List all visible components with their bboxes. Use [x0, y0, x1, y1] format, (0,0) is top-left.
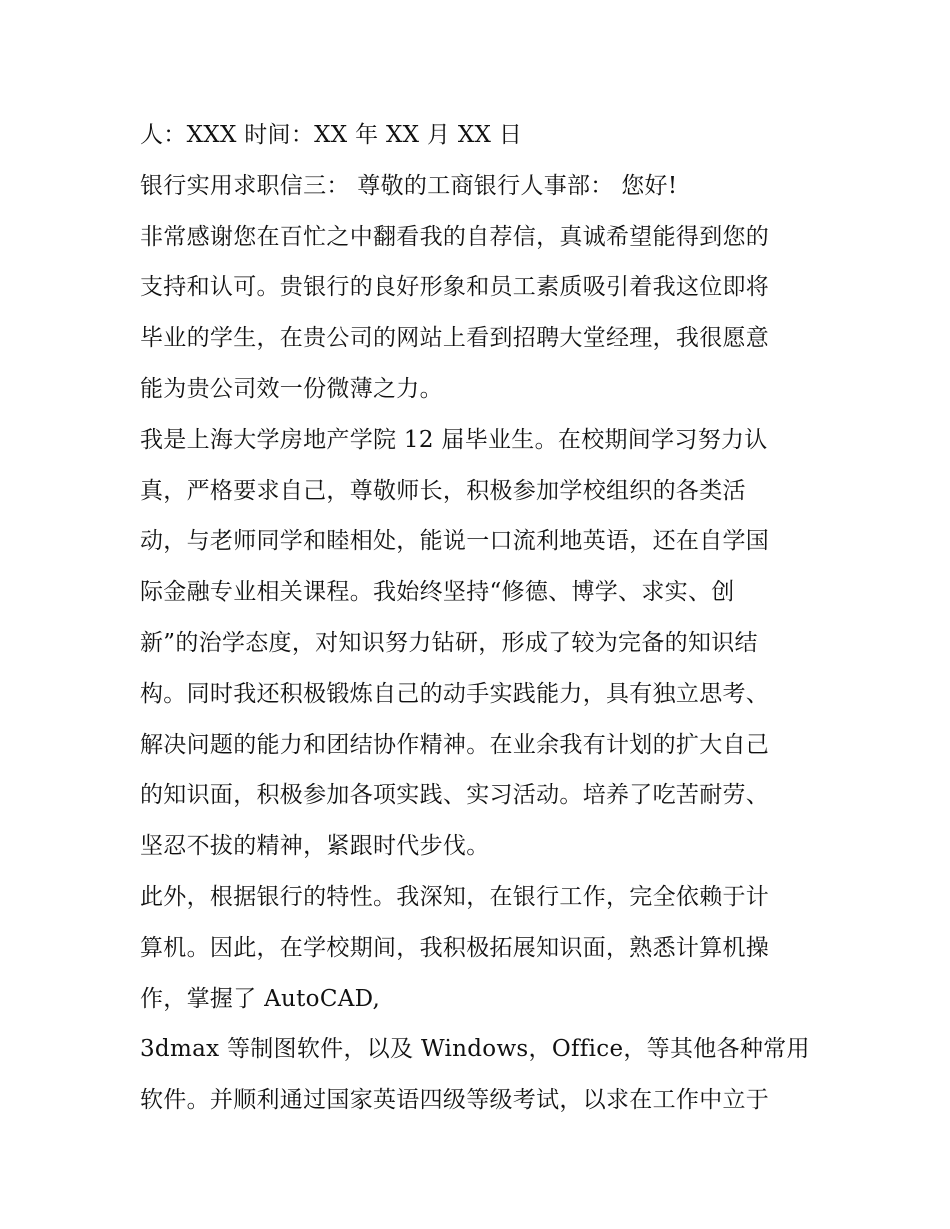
document-line: 3dmax 等制图软件，以及 Windows，Office，等其他各种常用 [140, 1036, 810, 1063]
document-page [140, 110, 830, 1126]
document-line: 解决问题的能力和团结协作精神。在业余我有计划的扩大自己 [140, 731, 770, 758]
document-line: 非常感谢您在百忙之中翻看我的自荐信，真诚希望能得到您的 [140, 223, 770, 250]
document-line: 作，掌握了 AutoCAD, [140, 985, 381, 1012]
document-line: 软件。并顺利通过国家英语四级等级考试，以求在工作中立于 [140, 1087, 770, 1114]
document-line: 际金融专业相关课程。我始终坚持“修德、博学、求实、创 [140, 579, 735, 606]
document-line: 动，与老师同学和睦相处，能说一口流利地英语，还在自学国 [140, 528, 770, 555]
document-line: 坚忍不拔的精神，紧跟时代步伐。 [140, 833, 490, 860]
document-line: 新”的治学态度，对知识努力钻研，形成了较为完备的知识结 [140, 629, 758, 656]
document-line: 银行实用求职信三： 尊敬的工商银行人事部： 您好! [140, 172, 678, 199]
document-line: 毕业的学生，在贵公司的网站上看到招聘大堂经理，我很愿意 [140, 325, 770, 352]
document-line: 的知识面，积极参加各项实践、实习活动。培养了吃苦耐劳、 [140, 782, 770, 809]
document-line: 支持和认可。贵银行的良好形象和员工素质吸引着我这位即将 [140, 274, 770, 301]
document-line: 构。同时我还积极锻炼自己的动手实践能力，具有独立思考、 [140, 680, 770, 707]
document-line: 真，严格要求自己，尊敬师长，积极参加学校组织的各类活 [140, 477, 746, 504]
document-line: 能为贵公司效一份微薄之力。 [140, 375, 443, 402]
document-line: 我是上海大学房地产学院 12 届毕业生。在校期间学习努力认 [140, 426, 768, 453]
document-line: 人：XXX 时间：XX 年 XX 月 XX 日 [140, 122, 523, 148]
document-line: 算机。因此，在学校期间，我积极拓展知识面，熟悉计算机操 [140, 934, 770, 961]
document-line: 此外，根据银行的特性。我深知，在银行工作，完全依赖于计 [140, 883, 770, 910]
